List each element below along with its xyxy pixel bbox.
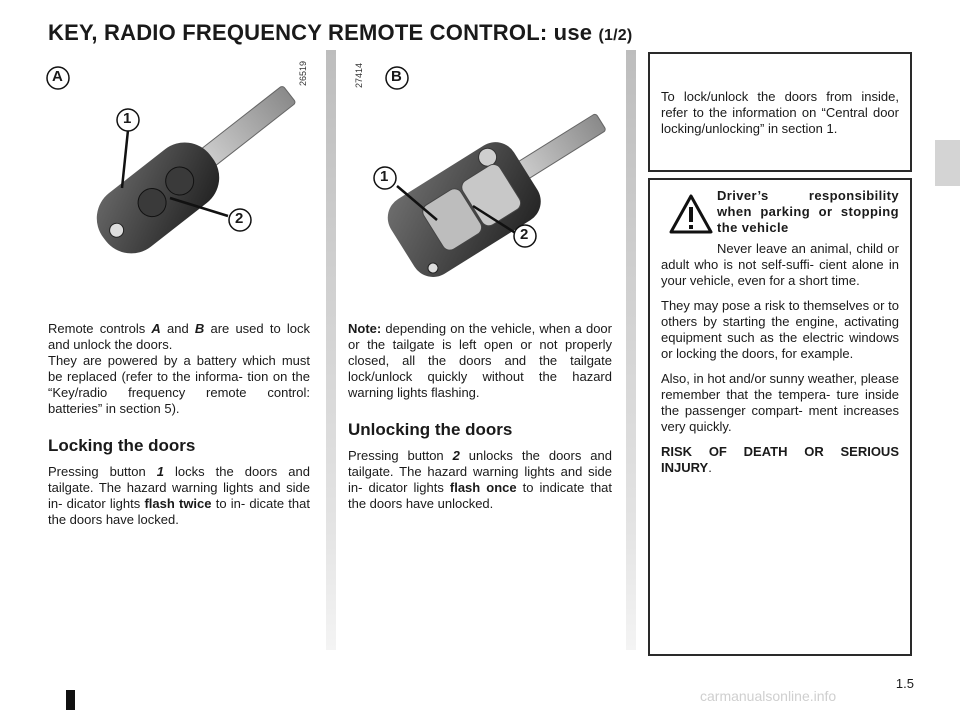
flash-once-text: flash once (449, 480, 517, 495)
warning-paragraph-2: They may pose a risk to themselves or to others by starting the engine, activating equipment such as the electric windows or locking the doors, for example. (661, 298, 899, 361)
warning-header (661, 188, 899, 238)
figure-b (345, 58, 625, 288)
battery-paragraph: They are powered by a battery which must be replaced (refer to the informa- tion on the “Key/radio frequency remote control: batteries” in section 5). (48, 353, 310, 416)
figure-a-callout-1: 1 (123, 110, 132, 127)
warning-paragraph-4: RISK OF DEATH OR SERIOUS INJURY. (661, 444, 899, 475)
unlocking-paragraph: Pressing button 2 unlocks the doors and tailgate. The hazard warning lights and side in- dicator lights flash once to indicate that the doors have unlocked. (348, 448, 613, 511)
button-2-ref: 2 (452, 448, 460, 463)
locking-paragraph: Pressing button 1 locks the doors and tailgate. The hazard warning lights and side in- dicator lights flash twice to in- dicate that the doors have locked. (48, 464, 310, 527)
remote-a-ref: A (151, 321, 161, 336)
note-paragraph: Note: depending on the vehicle, when a door or the tailgate is left open or not properly closed, all the doors and the tailgate lock/unlock quickly without the hazard warning lights flashing. (348, 321, 612, 400)
figure-b-callout-1: 1 (380, 168, 389, 185)
unlocking-heading: Unlocking the doors (348, 420, 513, 439)
column-divider-right (626, 50, 636, 650)
info-box (648, 52, 912, 172)
figure-a-id: 26519 (298, 60, 308, 86)
info-box-text: To lock/unlock the doors from inside, refer to the information on “Central door locking/unlocking” in section 1. (661, 89, 899, 136)
figure-a-label: A (52, 68, 63, 85)
page-part: (1/2) (598, 27, 633, 44)
warning-box (648, 178, 912, 656)
risk-statement: RISK OF DEATH OR SERIOUS INJURY (661, 444, 899, 475)
note-label: Note: (348, 321, 382, 336)
remote-b-ref: B (194, 321, 205, 336)
column-divider-left (326, 50, 336, 650)
figure-b-callout-2: 2 (520, 226, 529, 243)
corner-mark (66, 690, 75, 710)
warning-triangle-icon (669, 194, 713, 234)
page-title: KEY, RADIO FREQUENCY REMOTE CONTROL: use (1/2) (48, 20, 633, 45)
warning-paragraph-1: Never leave an animal, child or adult who is not self-suffi- cient alone in your vehicle, even for a short time. (661, 241, 899, 288)
watermark: carmanualsonline.info (700, 688, 837, 704)
figure-a-callout-2: 2 (235, 210, 244, 227)
figure-b-id: 27414 (354, 62, 364, 88)
warning-paragraph-3: Also, in hot and/or sunny weather, please remember that the tempera- ture inside the passenger compart- ment increases very quickly. (661, 371, 899, 434)
column-1-text (48, 321, 310, 528)
column-2-text (348, 321, 612, 512)
flash-twice-text: flash twice (144, 496, 212, 511)
figure-a (40, 58, 320, 288)
button-1-ref: 1 (156, 464, 164, 479)
section-tab (935, 140, 960, 186)
locking-heading: Locking the doors (48, 436, 196, 455)
remote-key-a-illustration (40, 58, 320, 288)
warning-title: Driver’s responsibility when parking or stopping the vehicle (717, 188, 899, 235)
page-number: 1.5 (895, 676, 914, 691)
intro-paragraph: Remote controls A and B are used to lock and unlock the doors. (48, 321, 310, 352)
figure-b-label: B (391, 68, 402, 85)
